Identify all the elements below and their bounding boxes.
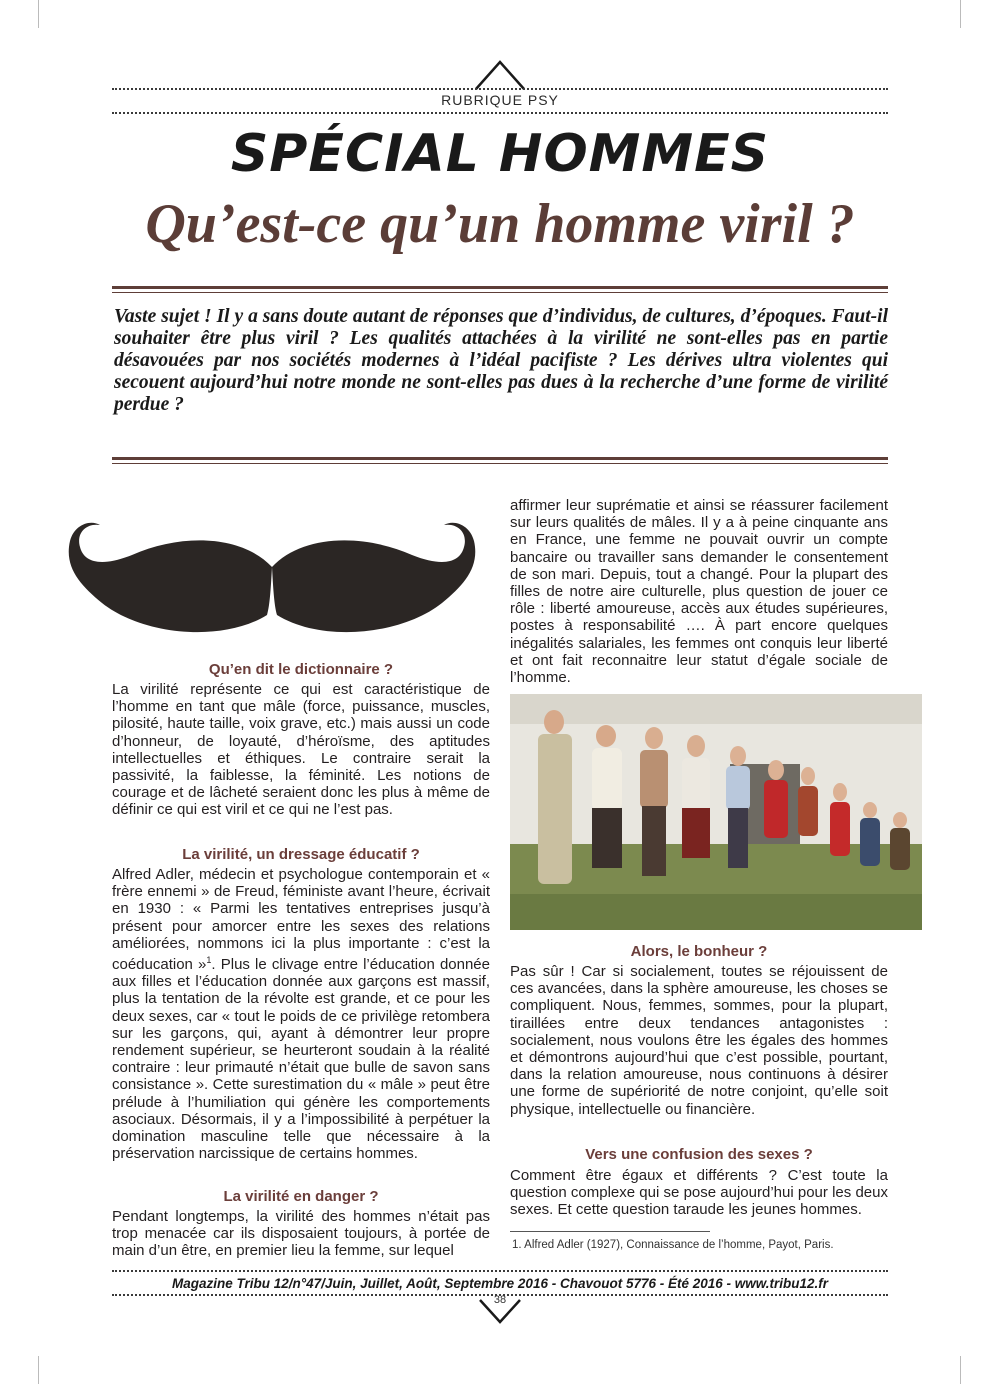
title-rule (112, 292, 888, 293)
footer-triangle-ornament (476, 1296, 524, 1326)
crop-mark (38, 0, 39, 28)
header-triangle-ornament (470, 58, 530, 90)
crop-mark (38, 1356, 39, 1384)
education-text-part2: . Plus le clivage entre l’éducation donnée aux filles et l’éducation donnée aux garçons est massif, plus la tentation de la révolte est grande, et ce pour les deux sexes, car « tout le poids de ce privilège retombera sur les garçons, qui, ayant à démontrer leur propre rendement supérieur, se heurteront soudain à la réalité contraire : leur primauté n’était que bulle de savon sans consistance ». Cette surestimation du « mâle » peut être prélude à l’humiliation qui génère les comportements asociaux. Désormais, il y a l’impossibilité à perpétuer la domination masculine telle que nécessaire à la préservation narcissique de certains hommes. (112, 956, 490, 1163)
intro-rule (112, 457, 888, 460)
page-title: SPÉCIAL HOMMES (230, 124, 770, 184)
confusion-heading: Vers une confusion des sexes ? (585, 1146, 813, 1163)
education-heading: La virilité, un dressage éducatif ? (182, 846, 420, 863)
page-subtitle: Qu’est-ce qu’un homme viril ? (145, 193, 855, 255)
intro-rule (112, 463, 888, 464)
confusion-text: Comment être égaux et différents ? C’est toute la question complexe qui se pose aujourd’hui pour les deux sexes. Et cette question taraude les jeunes hommes. (510, 1167, 888, 1219)
crop-mark (960, 1356, 961, 1384)
danger-paragraph (112, 1208, 490, 1260)
dictionary-heading: Qu’en dit le dictionnaire ? (208, 661, 394, 678)
mustache-illustration (62, 515, 482, 650)
intro-paragraph: Vaste sujet ! Il y a sans doute autant de réponses que d’individus, de cultures, d’époques. Faut-il souhaiter être plus viril ? Les qualités attachées à la virilité ne sont-elles pas en partie désavouées par nos sociétés modernes à l’idéal pacifiste ? Les dérives ultra violentes qui secouent aujourd’hui notre monde ne sont-elles pas dues à la recherche d’une forme de virilité perdue ? (114, 306, 888, 415)
dictionary-text: La virilité représente ce qui est caractéristique de l’homme en tant que mâle (force, puissance, muscles, pilosité, haute taille, voix grave, etc.) mais aussi un code d’honneur, de loyauté, d’héroïsme, des aptitudes intellectuelles et éthiques. Le contraire serait la passivité, la faiblesse, la féminité. Les notions de courage et de lâcheté seraient donc les plus à même de définir ce qui est viril et ce qui ne l’est pas. (112, 681, 490, 819)
footnote-ref: 1 (206, 955, 212, 966)
footer-dotted-rule (112, 1270, 888, 1272)
education-text-part1: Alfred Adler, médecin et psychologue contemporain et « frère ennemi » de Freud, féministe avant l’heure, écrivait en 1930 : « Parmi les tentatives entreprises jusqu’à présent pour amorcer entre les sexes des relations améliorées, nommons ici la plus importante : c’est la coéducation » (112, 866, 490, 974)
bonheur-heading: Alors, le bonheur ? (630, 943, 768, 960)
continuation-paragraph (510, 497, 888, 686)
family-photo (510, 694, 922, 930)
page-number: 38 (493, 1294, 507, 1306)
bonheur-text: Pas sûr ! Car si socialement, toutes se réjouissent de ces avancées, dans la sphère amoureuse, les choses se compliquent. Nous, femmes, sommes, pour la plupart, tiraillées entre deux tendances antagonistes : socialement, nous voulons être les égales des hommes et démontrons aujourd’hui que c’est possible, pourtant, dans la relation amoureuse, nous continuons à désirer une forme de supériorité de notre conjoint, qu’elle soit physique, intellectuelle ou financière. (510, 963, 888, 1118)
danger-text: Pendant longtemps, la virilité des hommes n’était pas trop menacée car ils disposaient toujours, à portée de main d’un être, en premier lieu la femme, sur lequel (112, 1208, 490, 1260)
title-rule (112, 286, 888, 289)
crop-mark (960, 0, 961, 28)
header-dotted-rule (112, 112, 888, 114)
danger-heading: La virilité en danger ? (223, 1188, 379, 1205)
confusion-paragraph (510, 1167, 888, 1219)
footnote: 1. Alfred Adler (1927), Connaissance de l’homme, Payot, Paris. (512, 1239, 834, 1251)
education-paragraph (112, 866, 490, 1162)
section-label: RUBRIQUE PSY (441, 92, 559, 108)
continuation-text: affirmer leur suprématie et ainsi se réassurer facilement sur leurs qualités de mâles. Il y a à peine cinquante ans en France, une femme ne pouvait ouvrir un compte bancaire ou travailler sans demander le consentement de son mari. Depuis, tout a changé. Pour la plupart des filles de notre aire culturelle, plus question de jouer ce rôle : liberté amoureuse, accès aux études supérieures, postes à responsabilité …. À part encore quelques inégalités salariales, les femmes ont conquis leur liberté et ont fait reconnaitre leur statut d’égale sociale de l’homme. (510, 497, 888, 687)
footer-citation: Magazine Tribu 12/n°47/Juin, Juillet, Août, Septembre 2016 - Chavouot 5776 - Été 2016 - www.tribu12.fr (171, 1276, 829, 1291)
footnote-rule (510, 1231, 710, 1232)
dictionary-paragraph (112, 681, 490, 819)
header-dotted-rule (112, 88, 888, 90)
bonheur-paragraph (510, 963, 888, 1118)
